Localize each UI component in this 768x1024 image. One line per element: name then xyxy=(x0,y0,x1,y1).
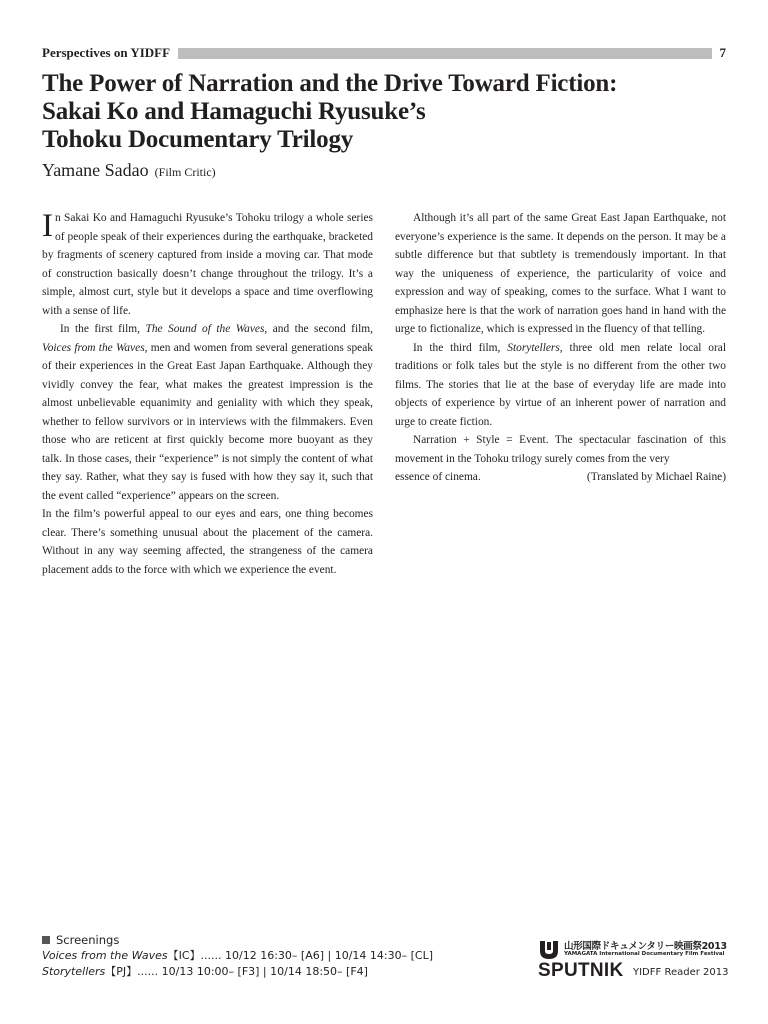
screening-row xyxy=(42,964,433,980)
paragraph-text: Narration + Style = Event. The spectacular fascination of this movement in the Tohoku trilogy surely comes from the very xyxy=(395,434,726,465)
paragraph xyxy=(395,431,726,468)
title-line: Tohoku Documentary Trilogy xyxy=(42,126,354,153)
article-column-right xyxy=(395,209,726,487)
closing-line xyxy=(395,468,726,487)
screening-film: Storytellers xyxy=(42,965,106,978)
header-rule xyxy=(178,48,711,59)
screening-film: Voices from the Waves xyxy=(42,949,168,962)
paragraph-text: In the third film, xyxy=(413,341,508,354)
paragraph-text: , men and women from several generations speak of their experiences in the Great East Japan Earthquake. Although they vividly convey the fear, what makes the greatest impression is the almost unbelievable equanimity and geniality with which they speak, whether to fellow survivors or in interviews with the filmmakers. Even those who are reticent at first quickly become more buoyant as they talk. In those cases, their “experience” is not simply the content of what they say. Rather, what they say is fused with how they say it, such that the event called “experience” appears on the screen. xyxy=(42,341,373,502)
paragraph xyxy=(42,505,373,579)
festival-japanese-name: 山形国際ドキュメンタリー映画祭2013 xyxy=(564,941,727,952)
article-column-left xyxy=(42,209,373,579)
film-title: Storytellers xyxy=(507,341,560,354)
paragraph xyxy=(395,339,726,432)
page-header xyxy=(42,44,726,62)
paragraph-text: In the film’s powerful appeal to our eyes and ears, one thing becomes clear. There’s something unusual about the placement of the camera. Without in any way seeming affected, the strangeness of the camera placement adds to the force with which we experience the event. xyxy=(42,508,373,576)
screening-details: 【IC】...... 10/12 16:30– [A6] | 10/14 14:30– [CL] xyxy=(167,949,434,962)
article-title xyxy=(42,70,732,154)
yidff-mark-icon xyxy=(538,939,562,961)
screening-row xyxy=(42,948,433,964)
paragraph-text: , and the second film, xyxy=(264,323,373,335)
byline xyxy=(42,160,216,181)
paragraph xyxy=(42,209,373,320)
paragraph-text: Although it’s all part of the same Great East Japan Earthquake, not everyone’s experience is the same. It depends on the person. It may be a subtle difference but that subtlety is tremendously important. In that way the uniqueness of experience, the particularity of voice and expression and way of speaking, comes to the surface. What I want to emphasize here is that the work of narration goes hand in hand with the urge to fictionalize, which is expressed in the fluency of that telling. xyxy=(395,212,726,335)
title-line: The Power of Narration and the Drive Toward Fiction: xyxy=(42,70,618,97)
film-title: The Sound of the Waves xyxy=(145,323,265,335)
screening-details: 【PJ】...... 10/13 10:00– [F3] | 10/14 18:50– [F4] xyxy=(105,965,368,978)
page-number: 7 xyxy=(719,45,726,60)
drop-cap: I xyxy=(42,208,53,244)
paragraph-text: n Sakai Ko and Hamaguchi Ryusuke’s Tohoku trilogy a whole series of people speak of their experiences during the earthquake, bracketed by fragments of scenery captured from inside a moving car. That mode of construction basically doesn’t change throughout the trilogy. It’s a simple, almost curt, style but it develops a space and time overflowing with a sense of life. xyxy=(42,212,373,317)
title-line: Sakai Ko and Hamaguchi Ryusuke’s xyxy=(42,98,426,125)
paragraph-text: In the first film, xyxy=(60,323,146,335)
translator-credit: (Translated by Michael Raine) xyxy=(586,471,726,483)
screenings-box xyxy=(42,932,433,980)
festival-english-name: YAMAGATA International Documentary Film Festival xyxy=(564,951,725,957)
screenings-heading xyxy=(42,932,433,948)
author-name: Yamane Sadao xyxy=(42,160,149,180)
paragraph xyxy=(395,209,726,339)
section-title: Perspectives on YIDFF xyxy=(42,45,171,60)
brand-name: SPUTNIK xyxy=(538,960,624,981)
square-bullet-icon xyxy=(42,936,50,944)
sputnik-logo xyxy=(538,936,728,982)
reader-subtitle: YIDFF Reader 2013 xyxy=(633,967,729,978)
film-title: Voices from the Waves xyxy=(42,341,145,354)
paragraph-text: , three old men relate local oral traditions or folk tales but the style is no different from the other two films. The stories that lie at the base of everyday life are made into objects of experience by virtue of an inherent power of narration and urge to create fiction. xyxy=(395,341,727,428)
paragraph-text: essence of cinema. xyxy=(395,471,481,483)
paragraph xyxy=(42,320,373,505)
screenings-label: Screenings xyxy=(56,933,120,947)
author-role: (Film Critic) xyxy=(154,165,216,179)
